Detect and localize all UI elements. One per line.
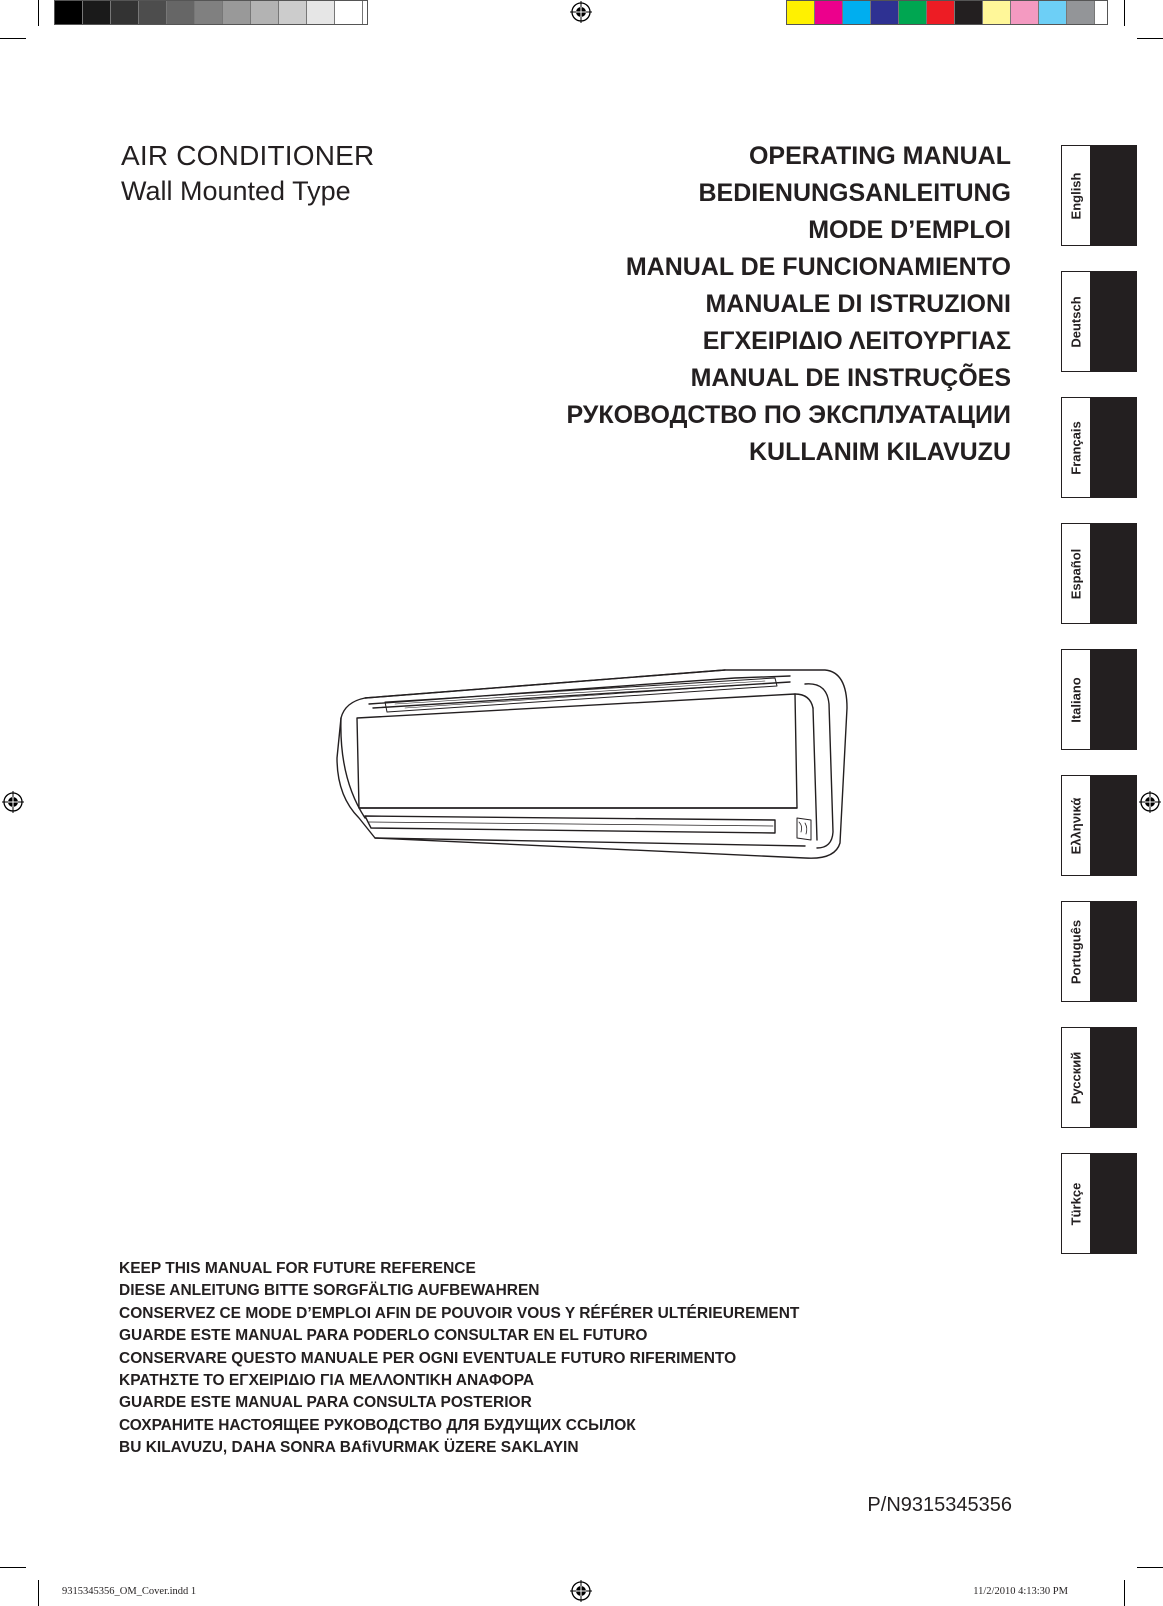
registration-mark-icon xyxy=(2,791,24,813)
color-swatch xyxy=(1039,1,1067,24)
tab-label: Türkçe xyxy=(1068,1182,1084,1225)
color-swatch xyxy=(1067,1,1095,24)
crop-mark xyxy=(38,0,39,26)
tab-francais[interactable] xyxy=(1061,397,1137,498)
tab-ellinika[interactable] xyxy=(1061,775,1137,876)
manual-title: OPERATING MANUAL xyxy=(748,142,1011,170)
air-conditioner-illustration xyxy=(335,668,860,868)
manual-title: MANUALE DI ISTRUZIONI xyxy=(705,290,1011,318)
tab-deutsch[interactable] xyxy=(1061,271,1137,372)
product-title: AIR CONDITIONER xyxy=(121,140,375,171)
manual-title: MODE D’EMPLOI xyxy=(808,216,1011,244)
color-swatch xyxy=(983,1,1011,24)
notice-line: DIESE ANLEITUNG BITTE SORGFÄLTIG AUFBEWAHREN xyxy=(119,1282,540,1300)
crop-mark xyxy=(38,1580,39,1606)
tab-italiano[interactable] xyxy=(1061,649,1137,750)
crop-mark xyxy=(1137,38,1163,39)
tab-russkiy[interactable] xyxy=(1061,1027,1137,1128)
gray-swatch xyxy=(139,1,167,24)
crop-mark xyxy=(1137,1567,1163,1568)
registration-mark-icon xyxy=(1139,791,1161,813)
tab-label: Português xyxy=(1068,919,1084,984)
tab-espanol[interactable] xyxy=(1061,523,1137,624)
registration-mark-icon xyxy=(570,1,592,23)
gray-swatch xyxy=(111,1,139,24)
gray-scale-bar xyxy=(54,0,368,25)
gray-swatch xyxy=(223,1,251,24)
manual-title: KULLANIM KILAVUZU xyxy=(749,438,1011,466)
tab-label: Русский xyxy=(1068,1051,1084,1104)
product-type: Wall Mounted Type xyxy=(121,176,351,206)
notice-line: СОХРАНИТЕ НАСТОЯЩЕЕ РУКОВОДСТВО ДЛЯ БУДУЩИХ ССЫЛОК xyxy=(119,1416,636,1434)
manual-title: MANUAL DE INSTRUÇÕES xyxy=(690,364,1011,392)
color-swatch xyxy=(787,1,815,24)
tab-label: Español xyxy=(1068,548,1084,599)
manual-titles xyxy=(566,138,1011,471)
tab-label: Deutsch xyxy=(1068,295,1084,348)
manual-title: РУКОВОДСТВО ПО ЭКСПЛУАТАЦИИ xyxy=(566,401,1011,429)
notice-line: GUARDE ESTE MANUAL PARA CONSULTA POSTERIOR xyxy=(119,1394,532,1412)
keep-manual-notices xyxy=(119,1258,799,1460)
slug-timestamp: 11/2/2010 4:13:30 PM xyxy=(973,1586,1068,1597)
notice-line: GUARDE ESTE MANUAL PARA PODERLO CONSULTAR EN EL FUTURO xyxy=(119,1327,648,1345)
gray-swatch xyxy=(307,1,335,24)
notice-line: BU KILAVUZU, DAHA SONRA BAfiVURMAK ÜZERE SAKLAYIN xyxy=(119,1439,579,1457)
crop-mark xyxy=(0,1567,26,1568)
color-swatch xyxy=(1011,1,1039,24)
tab-turkce[interactable] xyxy=(1061,1153,1137,1254)
slug-file-name: 9315345356_OM_Cover.indd 1 xyxy=(62,1586,197,1597)
notice-line: KEEP THIS MANUAL FOR FUTURE REFERENCE xyxy=(119,1260,476,1277)
gray-swatch xyxy=(335,1,363,24)
gray-swatch xyxy=(83,1,111,24)
gray-swatch xyxy=(55,1,83,24)
notice-line: ΚΡΑΤΗΣΤΕ ΤΟ ΕΓΧΕΙΡΙΔΙΟ ΓΙΑ ΜΕΛΛΟΝΤΙΚΗ ΑΝΑΦΟΡΑ xyxy=(119,1372,535,1390)
crop-mark xyxy=(1124,0,1125,26)
color-swatch xyxy=(927,1,955,24)
crop-mark xyxy=(1124,1580,1125,1606)
tab-label: English xyxy=(1068,172,1084,219)
color-swatch xyxy=(899,1,927,24)
notice-line: CONSERVARE QUESTO MANUALE PER OGNI EVENTUALE FUTURO RIFERIMENTO xyxy=(119,1349,737,1367)
color-swatch xyxy=(871,1,899,24)
gray-swatch xyxy=(167,1,195,24)
manual-title: MANUAL DE FUNCIONAMIENTO xyxy=(625,253,1011,281)
color-swatch xyxy=(955,1,983,24)
manual-title: BEDIENUNGSANLEITUNG xyxy=(698,179,1011,207)
tab-english[interactable] xyxy=(1061,145,1137,246)
gray-swatch xyxy=(279,1,307,24)
tab-label: Italiano xyxy=(1068,676,1084,723)
part-number: P/N9315345356 xyxy=(867,1494,1012,1516)
manual-title: ΕΓΧΕΙΡΙΔΙΟ ΛΕΙΤΟΥΡΓΙΑΣ xyxy=(702,327,1011,355)
registration-mark-icon xyxy=(570,1580,592,1602)
tab-label: Français xyxy=(1068,420,1084,475)
gray-swatch xyxy=(251,1,279,24)
gray-swatch xyxy=(195,1,223,24)
color-swatch xyxy=(815,1,843,24)
notice-line: CONSERVEZ CE MODE D’EMPLOI AFIN DE POUVOIR VOUS Y RÉFÉRER ULTÉRIEUREMENT xyxy=(119,1304,800,1322)
tab-portugues[interactable] xyxy=(1061,901,1137,1002)
color-calibration-bar xyxy=(786,0,1108,25)
color-swatch xyxy=(843,1,871,24)
crop-mark xyxy=(0,38,26,39)
tab-label: Ελληνικά xyxy=(1068,797,1084,854)
